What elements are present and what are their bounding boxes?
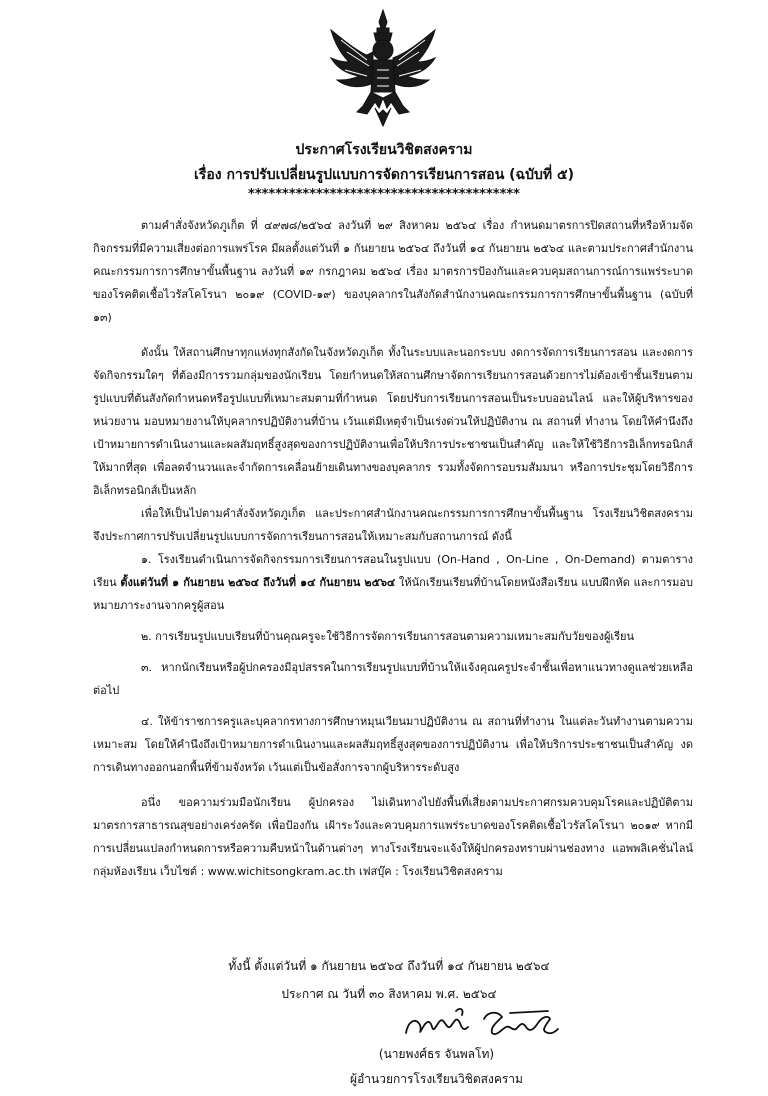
garuda-emblem-icon: [327, 8, 439, 130]
announcement-body: [93, 214, 693, 883]
paragraph-reference: ตามคำสั่งจังหวัดภูเก็ต ที่ ๔๙๗๘/๒๕๖๔ ลงวันที่ ๒๙ สิงหาคม ๒๕๖๔ เรื่อง กำหนดมาตรการปิดสถานที่หรือห้ามจัดกิจกรรมที่มีความเสี่ยงต่อการแพร่โรค มีผลตั้งแต่วันที่ ๑ กันยายน ๒๕๖๔ ถึงวันที่ ๑๔ กันยายน ๒๕๖๔ และตามประกาศสำนักงานคณะกรรมการการศึกษาขั้นพื้นฐาน ลงวันที่ ๑๙ กรกฎาคม ๒๕๖๔ เรื่อง มาตรการป้องกันและควบคุมสถานการณ์การแพร่ระบาดของโรคติดเชื้อไวรัสโคโรนา ๒๐๑๙ (COVID-๑๙) ของบุคลากรในสังกัดสำนักงานคณะกรรมการการศึกษาขั้นพื้นฐาน (ฉบับที่ ๑๓): [93, 219, 693, 324]
paragraph-directive: ดังนั้น ให้สถานศึกษาทุกแห่งทุกสังกัดในจังหวัดภูเก็ต ทั้งในระบบและนอกระบบ งดการจัดการเรียนการสอน และงดการจัดกิจกรรมใดๆ ที่ต้องมีการรวมกลุ่มของนักเรียน โดยกำหนดให้สถานศึกษาจัดการเรียนการสอนด้วยการไม่ต้องเข้าชั้นเรียนตามรูปแบบที่ต้นสังกัดกำหนดหรือรูปแบบที่เหมาะสมตามที่กำหนด โดยปรับการเรียนการสอนเป็นระบบออนไลน์ และให้ผู้บริหารของหน่วยงาน มอบหมายงานให้บุคลากรปฏิบัติงานที่บ้าน เว้นแต่มีเหตุจำเป็นเร่งด่วนให้ปฏิบัติงาน ณ สถานที่ ทำงาน โดยให้คำนึงถึงเป้าหมายการดำเนินงานและผลสัมฤทธิ์สูงสุดของการปฏิบัติงานเพื่อให้บริการประชาชนเป็นสำคัญ และให้ใช้วิธีการอิเล็กทรอนิกส์ให้มากที่สุด เพื่อลดจำนวนและจำกัดการเคลื่อนย้ายเดินทางของบุคลากร รวมทั้งจัดการอบรมสัมมนา หรือการประชุมโดยวิธีการอิเล็กทรอนิกส์เป็นหลัก: [93, 346, 693, 497]
list-item-1-dates: ตั้งแต่วันที่ ๑ กันยายน ๒๕๖๔ ถึงวันที่ ๑๔ กันยายน ๒๕๖๔: [120, 576, 396, 589]
paragraph-purpose: เพื่อให้เป็นไปตามคำสั่งจังหวัดภูเก็ต และประกาศสำนักงานคณะกรรมการการศึกษาขั้นพื้นฐาน โรงเรียนวิชิตสงคราม จึงประกาศการปรับเปลี่ยนรูปแบบการจัดการเรียนการสอนให้เหมาะสมกับสถานการณ์ ดังนี้: [93, 507, 693, 543]
announcement-title: ประกาศโรงเรียนวิชิตสงคราม: [295, 142, 473, 158]
handwritten-signature: [398, 1003, 563, 1045]
list-item-1-text-end: ให้นักเรียนเรียนที่บ้านโดยหนังสือเรียน แบบฝึกหัด และการมอบหมายภาระงานจากครูผู้สอน: [93, 576, 693, 612]
signer-name: (นายพงศ์ธร จันพลโท): [378, 1047, 495, 1061]
paragraph-cooperation: อนึ่ง ขอความร่วมมือนักเรียน ผู้ปกครอง ไม่เดินทางไปยังพื้นที่เสี่ยงตามประกาศกรมควบคุมโรคและปฏิบัติตามมาตรการสาธารณสุขอย่างเคร่งครัด เพื่อป้องกัน เฝ้าระวังและควบคุมการแพร่ระบาดของโรคติดเชื้อไวรัสโคโรนา ๒๐๑๙ หากมีการเปลี่ยนแปลงกำหนดการหรือความคืบหน้าในด้านต่างๆ ทางโรงเรียนจะแจ้งให้ผู้ปกครองทราบผ่านช่องทาง แอพพลิเคชั่นไลน์ กลุ่มห้องเรียน เว็บไซต์ : www.wichitsongkram.ac.th เฟสบุ๊ค : โรงเรียนวิชิตสงคราม: [93, 796, 693, 878]
list-item-3: ๓. หากนักเรียนหรือผู้ปกครองมีอุปสรรคในการเรียนรูปแบบที่บ้านให้แจ้งคุณครูประจำชั้นเพื่อหาแนวทางดูแลช่วยเหลือต่อไป: [93, 661, 693, 697]
announcement-date: ประกาศ ณ วันที่ ๓๐ สิงหาคม พ.ศ. ๒๕๖๔: [281, 987, 497, 1001]
separator-line: ****************************************: [248, 187, 520, 202]
list-item-4: ๔. ให้ข้าราชการครูและบุคลากรทางการศึกษาหมุนเวียนมาปฏิบัติงาน ณ สถานที่ทำงาน ในแต่ละวันทำงานตามความเหมาะสม โดยให้คำนึงถึงเป้าหมายการดำเนินงานและผลสัมฤทธิ์สูงสุดของการปฏิบัติงาน เพื่อให้บริการประชาชนเป็นสำคัญ งดการเดินทางออกนอกพื้นที่ข้ามจังหวัด เว้นแต่เป็นข้อสั่งการจากผู้บริหารระดับสูง: [93, 715, 693, 774]
list-item-1: [93, 548, 693, 617]
list-item-1-text: ๑. โรงเรียนดำเนินการจัดกิจกรรมการเรียนการสอนในรูปแบบ (On-Hand , On-Line , On-Demand) ตามตารางเรียน: [93, 553, 693, 589]
effective-period: ทั้งนี้ ตั้งแต่วันที่ ๑ กันยายน ๒๕๖๔ ถึงวันที่ ๑๔ กันยายน ๒๕๖๔: [228, 959, 550, 973]
list-item-2: ๒. การเรียนรูปแบบเรียนที่บ้านคุณครูจะใช้วิธีการจัดการเรียนการสอนตามความเหมาะสมกับวัยของผู้เรียน: [141, 630, 635, 643]
announcement-subject: เรื่อง การปรับเปลี่ยนรูปแบบการจัดการเรียนการสอน (ฉบับที่ ๕): [194, 167, 574, 183]
signer-position: ผู้อำนวยการโรงเรียนวิชิตสงคราม: [350, 1072, 523, 1086]
